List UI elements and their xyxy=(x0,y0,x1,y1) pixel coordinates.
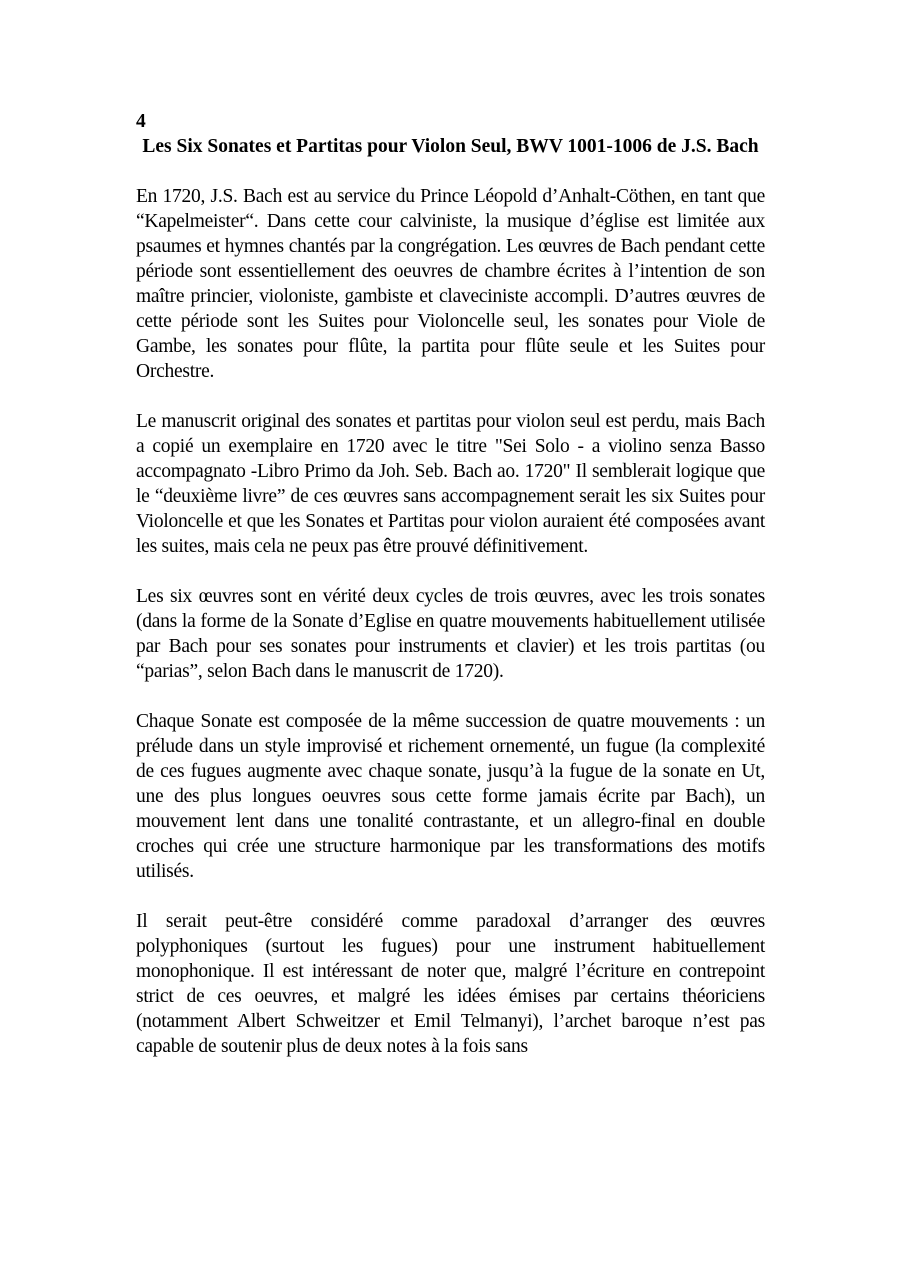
paragraph-5: Il serait peut-être considéré comme paradoxal d’arranger des œuvres polyphoniques (surtout les fugues) pour une instrument habituellement monophonique. Il est intéressant de noter que, malgré l’écriture en contrepoint strict de ces oeuvres, et malgré les idées émises par certains théoriciens (notamment Albert Schweitzer et Emil Telmanyi), l’archet baroque n’est pas capable de soutenir plus de deux notes à la fois sans xyxy=(136,911,765,1057)
document-page xyxy=(136,110,765,1084)
paragraph-2: Le manuscrit original des sonates et partitas pour violon seul est perdu, mais Bach a copié un exemplaire en 1720 avec le titre "Sei Solo - a violino senza Basso accompagnato -Libro Primo da Joh. Seb. Bach ao. 1720" Il semblerait logique que le “deuxième livre” de ces œuvres sans accompagnement serait les six Suites pour Violoncelle et que les Sonates et Partitas pour violon auraient été composées avant les suites, mais cela ne peux pas être prouvé définitivement. xyxy=(136,411,765,557)
page-number: 4 xyxy=(136,111,146,132)
document-title: Les Six Sonates et Partitas pour Violon Seul, BWV 1001-1006 de J.S. Bach xyxy=(142,136,759,157)
paragraph-1: En 1720, J.S. Bach est au service du Prince Léopold d’Anhalt-Cöthen, en tant que “Kapelmeister“. Dans cette cour calviniste, la musique d’église est limitée aux psaumes et hymnes chantés par la congrégation. Les œuvres de Bach pendant cette période sont essentiellement des oeuvres de chambre écrites à l’intention de son maître princier, violoniste, gambiste et claveciniste accompli. D’autres œuvres de cette période sont les Suites pour Violoncelle seul, les sonates pour Viole de Gambe, les sonates pour flûte, la partita pour flûte seule et les Suites pour Orchestre. xyxy=(136,186,765,382)
paragraph-3: Les six œuvres sont en vérité deux cycles de trois œuvres, avec les trois sonates (dans la forme de la Sonate d’Eglise en quatre mouvements habituellement utilisée par Bach pour ses sonates pour instruments et clavier) et les trois partitas (ou “parias”, selon Bach dans le manuscrit de 1720). xyxy=(136,586,765,682)
paragraph-4: Chaque Sonate est composée de la même succession de quatre mouvements : un prélude dans un style improvisé et richement ornementé, un fugue (la complexité de ces fugues augmente avec chaque sonate, jusqu’à la fugue de la sonate en Ut, une des plus longues oeuvres sous cette forme jamais écrite par Bach), un mouvement lent dans une tonalité contrastante, et un allegro-final en double croches qui crée une structure harmonique par les transformations des motifs utilisés. xyxy=(136,711,765,882)
